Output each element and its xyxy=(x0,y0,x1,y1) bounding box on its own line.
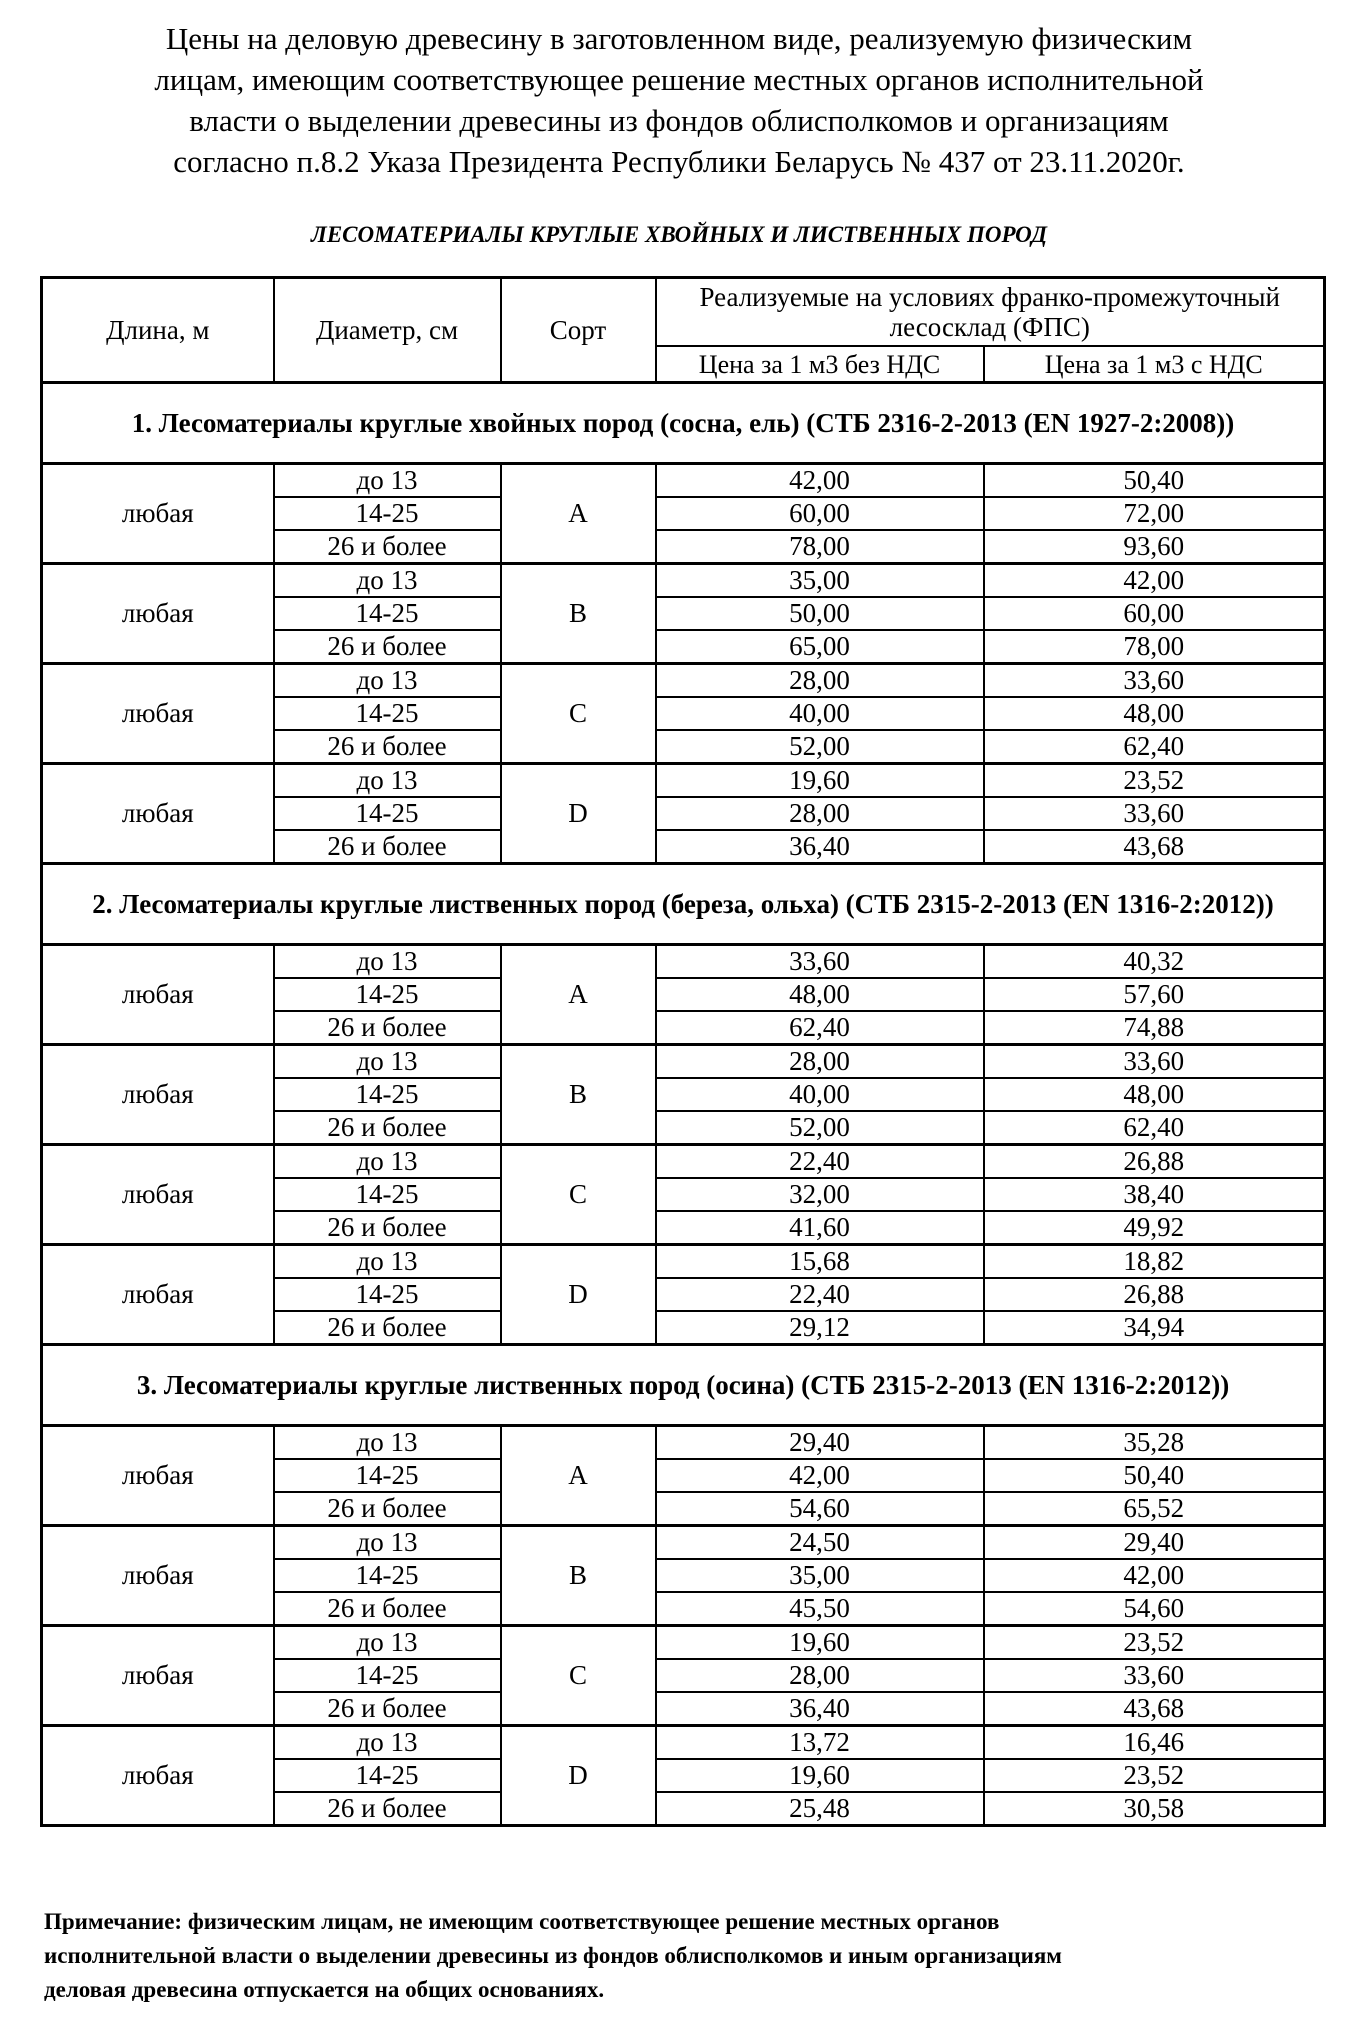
table-row xyxy=(42,1626,1325,1660)
price-with-vat-cell: 23,52 xyxy=(984,764,1325,798)
table-row xyxy=(42,945,1325,979)
diameter-cell: 14-25 xyxy=(274,597,501,630)
diameter-cell: 14-25 xyxy=(274,497,501,530)
table-row xyxy=(42,1145,1325,1179)
price-without-vat-cell: 52,00 xyxy=(656,730,984,764)
price-with-vat-cell: 43,68 xyxy=(984,1692,1325,1726)
price-with-vat-cell: 33,60 xyxy=(984,797,1325,830)
price-with-vat-cell: 42,00 xyxy=(984,1559,1325,1592)
length-cell: любая xyxy=(42,945,274,1045)
grade-cell: A xyxy=(501,1426,656,1526)
header-length: Длина, м xyxy=(42,278,274,383)
price-with-vat-cell: 60,00 xyxy=(984,597,1325,630)
diameter-cell: 14-25 xyxy=(274,978,501,1011)
grade-group xyxy=(42,1045,1325,1145)
diameter-cell: 14-25 xyxy=(274,1759,501,1792)
price-with-vat-cell: 72,00 xyxy=(984,497,1325,530)
price-with-vat-cell: 48,00 xyxy=(984,1078,1325,1111)
diameter-cell: 14-25 xyxy=(274,1559,501,1592)
price-without-vat-cell: 48,00 xyxy=(656,978,984,1011)
section-title: 3. Лесоматериалы круглые лиственных пород (осина) (СТБ 2315-2-2013 (EN 1316-2:2012)) xyxy=(42,1345,1325,1426)
header-diameter: Диаметр, см xyxy=(274,278,501,383)
section-header xyxy=(42,383,1325,464)
diameter-cell: 14-25 xyxy=(274,1459,501,1492)
diameter-cell: до 13 xyxy=(274,1626,501,1660)
price-with-vat-cell: 30,58 xyxy=(984,1792,1325,1826)
diameter-cell: 14-25 xyxy=(274,1078,501,1111)
table-row xyxy=(42,764,1325,798)
length-cell: любая xyxy=(42,1726,274,1826)
grade-group xyxy=(42,764,1325,864)
diameter-cell: до 13 xyxy=(274,564,501,598)
price-without-vat-cell: 15,68 xyxy=(656,1245,984,1279)
diameter-cell: до 13 xyxy=(274,945,501,979)
length-cell: любая xyxy=(42,764,274,864)
diameter-cell: 14-25 xyxy=(274,1278,501,1311)
price-without-vat-cell: 36,40 xyxy=(656,830,984,864)
grade-group xyxy=(42,1145,1325,1245)
diameter-cell: до 13 xyxy=(274,664,501,698)
price-with-vat-cell: 38,40 xyxy=(984,1178,1325,1211)
diameter-cell: 26 и более xyxy=(274,730,501,764)
price-with-vat-cell: 74,88 xyxy=(984,1011,1325,1045)
price-with-vat-cell: 43,68 xyxy=(984,830,1325,864)
price-without-vat-cell: 40,00 xyxy=(656,1078,984,1111)
diameter-cell: до 13 xyxy=(274,1045,501,1079)
grade-cell: D xyxy=(501,1726,656,1826)
price-with-vat-cell: 35,28 xyxy=(984,1426,1325,1460)
table-row xyxy=(42,1526,1325,1560)
diameter-cell: 14-25 xyxy=(274,1659,501,1692)
diameter-cell: 26 и более xyxy=(274,830,501,864)
price-without-vat-cell: 19,60 xyxy=(656,1759,984,1792)
grade-cell: A xyxy=(501,945,656,1045)
price-without-vat-cell: 42,00 xyxy=(656,464,984,498)
price-without-vat-cell: 65,00 xyxy=(656,630,984,664)
price-without-vat-cell: 19,60 xyxy=(656,1626,984,1660)
diameter-cell: до 13 xyxy=(274,1245,501,1279)
price-with-vat-cell: 65,52 xyxy=(984,1492,1325,1526)
price-with-vat-cell: 78,00 xyxy=(984,630,1325,664)
price-with-vat-cell: 29,40 xyxy=(984,1526,1325,1560)
price-without-vat-cell: 45,50 xyxy=(656,1592,984,1626)
table-subtitle: ЛЕСОМАТЕРИАЛЫ КРУГЛЫЕ ХВОЙНЫХ И ЛИСТВЕННЫХ ПОРОД xyxy=(311,222,1047,247)
price-without-vat-cell: 35,00 xyxy=(656,1559,984,1592)
price-without-vat-cell: 29,40 xyxy=(656,1426,984,1460)
length-cell: любая xyxy=(42,1245,274,1345)
price-with-vat-cell: 26,88 xyxy=(984,1145,1325,1179)
diameter-cell: 26 и более xyxy=(274,1211,501,1245)
length-cell: любая xyxy=(42,1145,274,1245)
grade-group xyxy=(42,1726,1325,1826)
title-line: власти о выделении древесины из фондов облисполкомов и организациям xyxy=(189,103,1169,138)
length-cell: любая xyxy=(42,1626,274,1726)
table-row xyxy=(42,1426,1325,1460)
diameter-cell: 14-25 xyxy=(274,1178,501,1211)
grade-cell: B xyxy=(501,564,656,664)
length-cell: любая xyxy=(42,664,274,764)
section-title: 2. Лесоматериалы круглые лиственных пород (береза, ольха) (СТБ 2315-2-2013 (EN 1316-2:2012)) xyxy=(42,864,1325,945)
length-cell: любая xyxy=(42,1426,274,1526)
price-with-vat-cell: 18,82 xyxy=(984,1245,1325,1279)
length-cell: любая xyxy=(42,564,274,664)
price-without-vat-cell: 29,12 xyxy=(656,1311,984,1345)
price-with-vat-cell: 57,60 xyxy=(984,978,1325,1011)
grade-cell: C xyxy=(501,1145,656,1245)
grade-group xyxy=(42,1426,1325,1526)
price-without-vat-cell: 78,00 xyxy=(656,530,984,564)
grade-group xyxy=(42,664,1325,764)
price-table xyxy=(40,276,1326,1827)
diameter-cell: до 13 xyxy=(274,1726,501,1760)
footnote-line: исполнительной власти о выделении древесины из фондов облисполкомов и иным организациям xyxy=(44,1943,1062,1968)
price-with-vat-cell: 34,94 xyxy=(984,1311,1325,1345)
diameter-cell: 26 и более xyxy=(274,1111,501,1145)
price-without-vat-cell: 42,00 xyxy=(656,1459,984,1492)
diameter-cell: до 13 xyxy=(274,1145,501,1179)
grade-group xyxy=(42,1245,1325,1345)
price-without-vat-cell: 54,60 xyxy=(656,1492,984,1526)
price-without-vat-cell: 33,60 xyxy=(656,945,984,979)
price-without-vat-cell: 52,00 xyxy=(656,1111,984,1145)
footnote xyxy=(44,1905,1324,2007)
price-without-vat-cell: 28,00 xyxy=(656,664,984,698)
grade-group xyxy=(42,464,1325,564)
diameter-cell: до 13 xyxy=(274,764,501,798)
price-without-vat-cell: 25,48 xyxy=(656,1792,984,1826)
header-price-with-vat: Цена за 1 м3 с НДС xyxy=(984,346,1325,383)
grade-cell: C xyxy=(501,664,656,764)
price-without-vat-cell: 24,50 xyxy=(656,1526,984,1560)
diameter-cell: 26 и более xyxy=(274,1592,501,1626)
table-row xyxy=(42,1245,1325,1279)
table-row xyxy=(42,664,1325,698)
section-title: 1. Лесоматериалы круглые хвойных пород (сосна, ель) (СТБ 2316-2-2013 (EN 1927-2:2008)) xyxy=(42,383,1325,464)
price-with-vat-cell: 93,60 xyxy=(984,530,1325,564)
price-without-vat-cell: 22,40 xyxy=(656,1145,984,1179)
grade-cell: D xyxy=(501,1245,656,1345)
price-without-vat-cell: 50,00 xyxy=(656,597,984,630)
price-without-vat-cell: 60,00 xyxy=(656,497,984,530)
diameter-cell: 26 и более xyxy=(274,630,501,664)
table-row xyxy=(42,464,1325,498)
length-cell: любая xyxy=(42,464,274,564)
grade-group xyxy=(42,1626,1325,1726)
price-without-vat-cell: 28,00 xyxy=(656,1045,984,1079)
title-line: лицам, имеющим соответствующее решение местных органов исполнительной xyxy=(154,62,1204,97)
diameter-cell: 26 и более xyxy=(274,530,501,564)
grade-group xyxy=(42,564,1325,664)
header-grade: Сорт xyxy=(501,278,656,383)
price-with-vat-cell: 33,60 xyxy=(984,1045,1325,1079)
price-with-vat-cell: 23,52 xyxy=(984,1759,1325,1792)
price-with-vat-cell: 23,52 xyxy=(984,1626,1325,1660)
length-cell: любая xyxy=(42,1045,274,1145)
price-without-vat-cell: 32,00 xyxy=(656,1178,984,1211)
diameter-cell: 14-25 xyxy=(274,697,501,730)
price-without-vat-cell: 28,00 xyxy=(656,1659,984,1692)
grade-group xyxy=(42,1526,1325,1626)
price-with-vat-cell: 40,32 xyxy=(984,945,1325,979)
diameter-cell: 26 и более xyxy=(274,1692,501,1726)
price-without-vat-cell: 36,40 xyxy=(656,1692,984,1726)
diameter-cell: до 13 xyxy=(274,1426,501,1460)
price-with-vat-cell: 26,88 xyxy=(984,1278,1325,1311)
table-row xyxy=(42,1726,1325,1760)
grade-cell: D xyxy=(501,764,656,864)
price-with-vat-cell: 49,92 xyxy=(984,1211,1325,1245)
grade-cell: C xyxy=(501,1626,656,1726)
title-line: Цены на деловую древесину в заготовленном виде, реализуемую физическим xyxy=(165,21,1193,56)
diameter-cell: 14-25 xyxy=(274,797,501,830)
price-without-vat-cell: 35,00 xyxy=(656,564,984,598)
price-with-vat-cell: 54,60 xyxy=(984,1592,1325,1626)
header-conditions: Реализуемые на условиях франко-промежуточный лесосклад (ФПС) xyxy=(656,278,1325,347)
price-without-vat-cell: 13,72 xyxy=(656,1726,984,1760)
price-without-vat-cell: 40,00 xyxy=(656,697,984,730)
price-with-vat-cell: 42,00 xyxy=(984,564,1325,598)
price-with-vat-cell: 33,60 xyxy=(984,664,1325,698)
section-header xyxy=(42,864,1325,945)
diameter-cell: 26 и более xyxy=(274,1011,501,1045)
price-with-vat-cell: 50,40 xyxy=(984,1459,1325,1492)
table-row xyxy=(42,1045,1325,1079)
title-line: согласно п.8.2 Указа Президента Республики Беларусь № 437 от 23.11.2020г. xyxy=(173,144,1185,179)
diameter-cell: 26 и более xyxy=(274,1492,501,1526)
document-title xyxy=(40,18,1318,182)
footnote-line: деловая древесина отпускается на общих основаниях. xyxy=(44,1977,605,2002)
section-header xyxy=(42,1345,1325,1426)
grade-cell: B xyxy=(501,1045,656,1145)
header-price-without-vat: Цена за 1 м3 без НДС xyxy=(656,346,984,383)
grade-cell: A xyxy=(501,464,656,564)
diameter-cell: до 13 xyxy=(274,464,501,498)
length-cell: любая xyxy=(42,1526,274,1626)
price-with-vat-cell: 50,40 xyxy=(984,464,1325,498)
price-without-vat-cell: 28,00 xyxy=(656,797,984,830)
table-row xyxy=(42,564,1325,598)
diameter-cell: 26 и более xyxy=(274,1792,501,1826)
price-without-vat-cell: 62,40 xyxy=(656,1011,984,1045)
grade-cell: B xyxy=(501,1526,656,1626)
price-without-vat-cell: 41,60 xyxy=(656,1211,984,1245)
diameter-cell: до 13 xyxy=(274,1526,501,1560)
price-with-vat-cell: 62,40 xyxy=(984,1111,1325,1145)
footnote-line: Примечание: физическим лицам, не имеющим соответствующее решение местных органов xyxy=(44,1909,1000,1934)
grade-group xyxy=(42,945,1325,1045)
price-with-vat-cell: 16,46 xyxy=(984,1726,1325,1760)
diameter-cell: 26 и более xyxy=(274,1311,501,1345)
price-with-vat-cell: 62,40 xyxy=(984,730,1325,764)
price-with-vat-cell: 33,60 xyxy=(984,1659,1325,1692)
price-without-vat-cell: 19,60 xyxy=(656,764,984,798)
price-with-vat-cell: 48,00 xyxy=(984,697,1325,730)
price-without-vat-cell: 22,40 xyxy=(656,1278,984,1311)
